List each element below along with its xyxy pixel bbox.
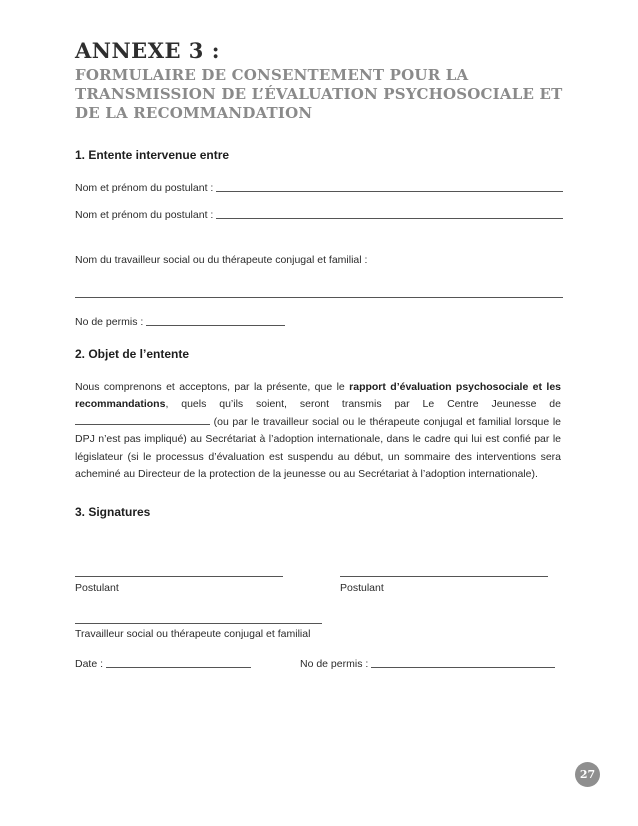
agreement-text-2: , quels qu’ils soient, seront transmis par Le Centre Jeunesse de (165, 398, 561, 411)
applicant-1-label: Nom et prénom du postulant : (75, 182, 214, 194)
worker-signature-line[interactable] (75, 623, 322, 624)
agreement-paragraph (75, 379, 561, 483)
section-3-heading: 3. Signatures (75, 505, 151, 519)
date-field[interactable] (106, 667, 251, 668)
section-2-heading: 2. Objet de l’entente (75, 347, 190, 361)
applicant-2-label: Nom et prénom du postulant : (75, 209, 214, 221)
signature-permit-label: No de permis : (300, 658, 369, 670)
youth-centre-field[interactable] (75, 414, 210, 425)
section-1-heading: 1. Entente intervenue entre (75, 148, 230, 162)
worker-field[interactable] (75, 297, 563, 298)
worker-signature-label: Travailleur social ou thérapeute conjugal et familial (75, 628, 311, 640)
page-number: 27 (575, 762, 600, 787)
annex-title: ANNEXE 3 : (75, 38, 220, 63)
date-row (75, 658, 251, 670)
permit-row (75, 316, 285, 328)
agreement-text-3: (ou par le travailleur social ou le thérapeute conjugal et familial lorsque le DPJ n’est pas impliqué) au Secrétariat à l’adoption internationale, dans le cadre qui lui est confié par le législateur (si le processus d’évaluation est suspendu au début, un sommaire des interventions sera acheminé au Directeur de la protection de la jeunesse ou au Secrétariat à l’adoption internationale). (75, 415, 561, 481)
agreement-text-1: Nous comprenons et acceptons, par la présente, que le (75, 381, 350, 393)
applicant-2-row (75, 209, 563, 221)
agreement-bold-text: rapport d’évaluation psychosociale et les recommandations (75, 381, 562, 411)
applicant-1-field[interactable] (216, 191, 563, 192)
applicant-2-signature-label: Postulant (340, 582, 384, 594)
worker-label: Nom du travailleur social ou du thérapeute conjugal et familial : (75, 254, 368, 266)
applicant-2-signature-line[interactable] (340, 576, 548, 577)
applicant-1-signature-line[interactable] (75, 576, 283, 577)
signature-permit-row (300, 658, 555, 670)
form-title: FORMULAIRE DE CONSENTEMENT POUR LA TRANSMISSION DE L’ÉVALUATION PSYCHOSOCIALE ET DE LA RECOMMANDATION (75, 66, 563, 122)
permit-field[interactable] (146, 325, 285, 326)
applicant-2-field[interactable] (216, 218, 563, 219)
date-label: Date : (75, 658, 104, 670)
applicant-1-signature-label: Postulant (75, 582, 119, 594)
applicant-1-row (75, 182, 563, 194)
signature-permit-field[interactable] (371, 667, 555, 668)
permit-label: No de permis : (75, 316, 144, 328)
